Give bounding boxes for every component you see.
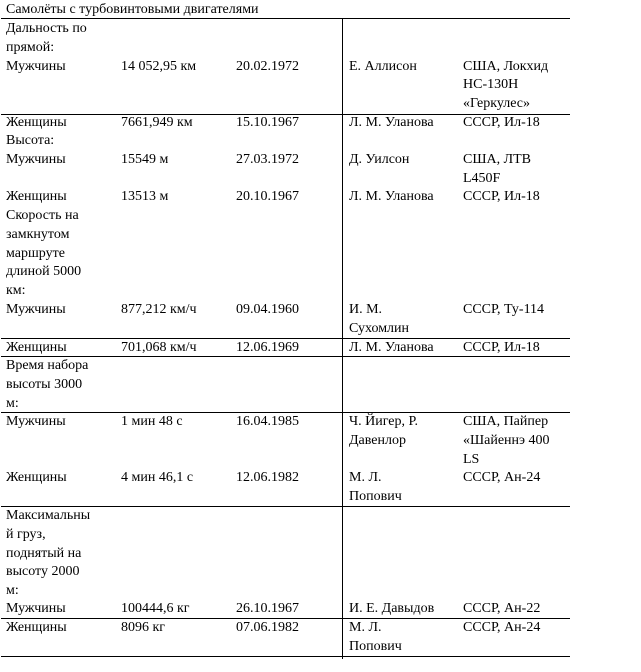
cell-category: Высота: [6, 133, 55, 148]
cell-value: 877,212 км/ч [121, 302, 197, 317]
cell-date: 12.06.1969 [236, 340, 299, 355]
cell-date: 20.10.1967 [236, 189, 299, 204]
cell-pilot: Е. Аллисон [349, 58, 417, 74]
cell-aircraft: США, Локхид НС-130Н «Геркулес» [463, 58, 549, 111]
cell-date: 16.04.1985 [236, 414, 299, 429]
cell-category: Мужчины [6, 152, 66, 167]
cell-category: Мужчины [6, 601, 66, 616]
cell-pilot: М. Л. Попович [349, 620, 402, 654]
table-top-rule [1, 18, 570, 19]
cell-aircraft: СССР, Ан-24 [463, 620, 541, 635]
cell-category: Мужчины [6, 58, 66, 74]
cell-value: 13513 м [121, 189, 169, 204]
cell-date: 09.04.1960 [236, 302, 299, 317]
cell-value: 100444,6 кг [121, 601, 190, 616]
cell-date: 15.10.1967 [236, 115, 299, 130]
cell-value: 1 мин 48 с [121, 414, 183, 429]
cell-value: 8096 кг [121, 620, 166, 635]
cell-date: 26.10.1967 [236, 601, 299, 616]
cell-category: Дальность по прямой: [6, 21, 87, 55]
cell-aircraft: США, Пайпер «Шайеннэ 400 LS [463, 414, 550, 467]
cell-aircraft: СССР, Ан-22 [463, 601, 541, 616]
cell-pilot: Ч. Йигер, Р. Давенлор [349, 414, 419, 448]
cell-category: Женщины [6, 340, 67, 355]
cell-date: 27.03.1972 [236, 152, 299, 167]
cell-pilot: Д. Уилсон [349, 152, 410, 167]
cell-aircraft: США, ЛТВ L450F [463, 152, 531, 186]
cell-pilot: И. Е. Давыдов [349, 601, 435, 616]
cell-date: 07.06.1982 [236, 620, 299, 635]
cell-category: Максимальны й груз, поднятый на высоту 2000 м: [6, 508, 91, 598]
cell-category: Скорость на замкнутом маршруте длиной 5000 км: [6, 208, 82, 298]
cell-pilot: Л. М. Уланова [349, 115, 434, 130]
cell-aircraft: СССР, Ил-18 [463, 189, 540, 204]
table-bottom-rule [1, 656, 570, 657]
cell-category: Женщины [6, 470, 67, 485]
cell-aircraft: СССР, Ан-24 [463, 470, 541, 485]
cell-category: Мужчины [6, 302, 66, 317]
cell-category: Женщины [6, 115, 67, 130]
cell-category: Время набора высоты 3000 м: [6, 358, 89, 411]
cell-date: 20.02.1972 [236, 58, 299, 74]
cell-value: 15549 м [121, 152, 169, 167]
cell-value: 14 052,95 км [121, 58, 197, 74]
cell-aircraft: СССР, Ту-114 [463, 302, 545, 317]
table-caption: Самолёты с турбовинтовыми двигателями [6, 2, 259, 17]
cell-category: Женщины [6, 189, 67, 204]
cell-value: 4 мин 46,1 с [121, 470, 194, 485]
cell-pilot: М. Л. Попович [349, 470, 402, 504]
cell-aircraft: СССР, Ил-18 [463, 115, 540, 130]
cell-aircraft: СССР, Ил-18 [463, 340, 540, 355]
cell-category: Мужчины [6, 414, 66, 429]
cell-pilot: И. М. Сухомлин [349, 302, 410, 336]
cell-category: Женщины [6, 620, 67, 635]
cell-pilot: Л. М. Уланова [349, 340, 434, 355]
cell-value: 701,068 км/ч [121, 340, 197, 355]
cell-date: 12.06.1982 [236, 470, 299, 485]
cell-pilot: Л. М. Уланова [349, 189, 434, 204]
cell-value: 7661,949 км [121, 115, 193, 130]
